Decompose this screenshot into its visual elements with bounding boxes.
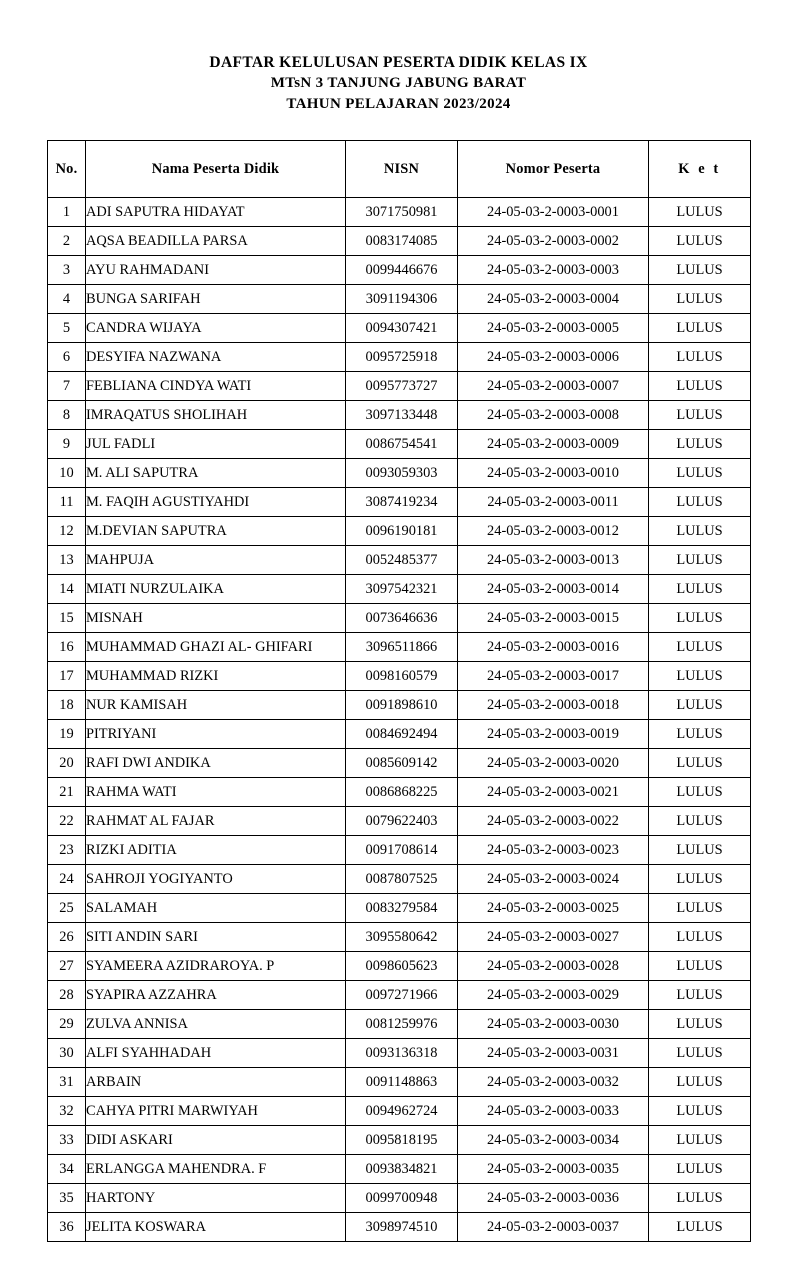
cell-no: 35 [48, 1184, 86, 1213]
cell-nisn: 0073646636 [346, 604, 458, 633]
table-row [48, 575, 751, 604]
cell-nomor: 24-05-03-2-0003-0002 [458, 227, 649, 256]
cell-nisn: 0095773727 [346, 372, 458, 401]
cell-nisn: 3095580642 [346, 923, 458, 952]
cell-nisn: 3097542321 [346, 575, 458, 604]
cell-no: 3 [48, 256, 86, 285]
table-row [48, 546, 751, 575]
cell-name: SALAMAH [86, 894, 346, 923]
cell-name: HARTONY [86, 1184, 346, 1213]
cell-ket: LULUS [649, 285, 751, 314]
cell-nomor: 24-05-03-2-0003-0023 [458, 836, 649, 865]
cell-nomor: 24-05-03-2-0003-0024 [458, 865, 649, 894]
cell-nisn: 0087807525 [346, 865, 458, 894]
cell-nisn: 3097133448 [346, 401, 458, 430]
cell-nomor: 24-05-03-2-0003-0007 [458, 372, 649, 401]
cell-nisn: 0091708614 [346, 836, 458, 865]
cell-nisn: 0094962724 [346, 1097, 458, 1126]
cell-nisn: 0083279584 [346, 894, 458, 923]
cell-name: RIZKI ADITIA [86, 836, 346, 865]
cell-no: 7 [48, 372, 86, 401]
page-title-line-2: MTsN 3 TANJUNG JABUNG BARAT [270, 75, 527, 91]
cell-nomor: 24-05-03-2-0003-0022 [458, 807, 649, 836]
table-row [48, 1155, 751, 1184]
table-row [48, 459, 751, 488]
cell-ket: LULUS [649, 807, 751, 836]
cell-no: 11 [48, 488, 86, 517]
table-row [48, 256, 751, 285]
cell-nomor: 24-05-03-2-0003-0015 [458, 604, 649, 633]
table-row [48, 198, 751, 227]
cell-name: CANDRA WIJAYA [86, 314, 346, 343]
cell-ket: LULUS [649, 1184, 751, 1213]
cell-name: JUL FADLI [86, 430, 346, 459]
cell-nisn: 0098605623 [346, 952, 458, 981]
cell-name: MUHAMMAD GHAZI AL- GHIFARI [86, 633, 346, 662]
cell-ket: LULUS [649, 488, 751, 517]
cell-name: ALFI SYAHHADAH [86, 1039, 346, 1068]
table-row [48, 1039, 751, 1068]
cell-name: AYU RAHMADANI [86, 256, 346, 285]
cell-no: 29 [48, 1010, 86, 1039]
cell-nisn: 0099700948 [346, 1184, 458, 1213]
cell-no: 16 [48, 633, 86, 662]
cell-name: RAHMA WATI [86, 778, 346, 807]
cell-no: 27 [48, 952, 86, 981]
cell-ket: LULUS [649, 401, 751, 430]
cell-nisn: 0096190181 [346, 517, 458, 546]
table-row [48, 430, 751, 459]
cell-nisn: 0094307421 [346, 314, 458, 343]
graduation-roster-table [47, 140, 751, 1242]
cell-ket: LULUS [649, 981, 751, 1010]
cell-no: 34 [48, 1155, 86, 1184]
cell-name: MIATI NURZULAIKA [86, 575, 346, 604]
cell-nomor: 24-05-03-2-0003-0012 [458, 517, 649, 546]
table-row [48, 807, 751, 836]
table-row [48, 372, 751, 401]
cell-nisn: 0093059303 [346, 459, 458, 488]
cell-name: NUR KAMISAH [86, 691, 346, 720]
cell-name: DESYIFA NAZWANA [86, 343, 346, 372]
table-row [48, 517, 751, 546]
cell-nomor: 24-05-03-2-0003-0035 [458, 1155, 649, 1184]
cell-nomor: 24-05-03-2-0003-0030 [458, 1010, 649, 1039]
cell-ket: LULUS [649, 343, 751, 372]
cell-name: SYAPIRA AZZAHRA [86, 981, 346, 1010]
cell-name: CAHYA PITRI MARWIYAH [86, 1097, 346, 1126]
cell-nomor: 24-05-03-2-0003-0011 [458, 488, 649, 517]
table-row [48, 894, 751, 923]
cell-no: 12 [48, 517, 86, 546]
cell-nisn: 0093834821 [346, 1155, 458, 1184]
cell-no: 6 [48, 343, 86, 372]
cell-nisn: 0095818195 [346, 1126, 458, 1155]
cell-no: 32 [48, 1097, 86, 1126]
table-row [48, 952, 751, 981]
cell-name: SYAMEERA AZIDRAROYA. P [86, 952, 346, 981]
cell-nomor: 24-05-03-2-0003-0009 [458, 430, 649, 459]
cell-no: 21 [48, 778, 86, 807]
cell-ket: LULUS [649, 517, 751, 546]
cell-name: RAFI DWI ANDIKA [86, 749, 346, 778]
cell-ket: LULUS [649, 749, 751, 778]
cell-nisn: 0084692494 [346, 720, 458, 749]
cell-ket: LULUS [649, 430, 751, 459]
cell-ket: LULUS [649, 1213, 751, 1242]
cell-no: 1 [48, 198, 86, 227]
cell-ket: LULUS [649, 1068, 751, 1097]
cell-nisn: 0081259976 [346, 1010, 458, 1039]
cell-nomor: 24-05-03-2-0003-0018 [458, 691, 649, 720]
cell-name: MISNAH [86, 604, 346, 633]
cell-no: 13 [48, 546, 86, 575]
table-row [48, 1184, 751, 1213]
cell-nisn: 3096511866 [346, 633, 458, 662]
table-row [48, 1010, 751, 1039]
cell-name: RAHMAT AL FAJAR [86, 807, 346, 836]
table-header-row [48, 141, 751, 198]
table-row [48, 865, 751, 894]
cell-nomor: 24-05-03-2-0003-0019 [458, 720, 649, 749]
cell-no: 18 [48, 691, 86, 720]
table-row [48, 285, 751, 314]
cell-nomor: 24-05-03-2-0003-0005 [458, 314, 649, 343]
cell-ket: LULUS [649, 923, 751, 952]
column-header-nomor: Nomor Peserta [458, 141, 649, 198]
table-row [48, 836, 751, 865]
cell-nomor: 24-05-03-2-0003-0027 [458, 923, 649, 952]
cell-nomor: 24-05-03-2-0003-0029 [458, 981, 649, 1010]
cell-nisn: 0086754541 [346, 430, 458, 459]
cell-name: MAHPUJA [86, 546, 346, 575]
cell-ket: LULUS [649, 198, 751, 227]
cell-no: 15 [48, 604, 86, 633]
cell-no: 2 [48, 227, 86, 256]
cell-ket: LULUS [649, 604, 751, 633]
cell-nisn: 3091194306 [346, 285, 458, 314]
cell-no: 4 [48, 285, 86, 314]
table-row [48, 488, 751, 517]
page-title-line-3: TAHUN PELAJARAN 2023/2024 [286, 96, 511, 112]
cell-nomor: 24-05-03-2-0003-0014 [458, 575, 649, 604]
cell-name: ADI SAPUTRA HIDAYAT [86, 198, 346, 227]
cell-ket: LULUS [649, 720, 751, 749]
cell-nisn: 0099446676 [346, 256, 458, 285]
cell-nisn: 0091148863 [346, 1068, 458, 1097]
cell-name: DIDI ASKARI [86, 1126, 346, 1155]
cell-nomor: 24-05-03-2-0003-0033 [458, 1097, 649, 1126]
cell-no: 25 [48, 894, 86, 923]
cell-ket: LULUS [649, 1010, 751, 1039]
cell-name: MUHAMMAD RIZKI [86, 662, 346, 691]
cell-no: 31 [48, 1068, 86, 1097]
cell-ket: LULUS [649, 314, 751, 343]
cell-name: ARBAIN [86, 1068, 346, 1097]
table-row [48, 1097, 751, 1126]
cell-nomor: 24-05-03-2-0003-0008 [458, 401, 649, 430]
column-header-name: Nama Peserta Didik [86, 141, 346, 198]
table-row [48, 1068, 751, 1097]
cell-no: 28 [48, 981, 86, 1010]
cell-name: IMRAQATUS SHOLIHAH [86, 401, 346, 430]
table-row [48, 314, 751, 343]
table-row [48, 1126, 751, 1155]
cell-nisn: 0095725918 [346, 343, 458, 372]
column-header-ket: K e t [649, 141, 751, 198]
cell-no: 9 [48, 430, 86, 459]
cell-nomor: 24-05-03-2-0003-0001 [458, 198, 649, 227]
table-row [48, 1213, 751, 1242]
table-row [48, 923, 751, 952]
cell-nisn: 3087419234 [346, 488, 458, 517]
cell-nomor: 24-05-03-2-0003-0013 [458, 546, 649, 575]
cell-nisn: 0091898610 [346, 691, 458, 720]
cell-nomor: 24-05-03-2-0003-0021 [458, 778, 649, 807]
cell-nisn: 0093136318 [346, 1039, 458, 1068]
cell-no: 14 [48, 575, 86, 604]
cell-no: 24 [48, 865, 86, 894]
column-header-nisn: NISN [346, 141, 458, 198]
table-body [48, 198, 751, 1242]
cell-nisn: 3098974510 [346, 1213, 458, 1242]
cell-ket: LULUS [649, 1155, 751, 1184]
cell-name: M. FAQIH AGUSTIYAHDI [86, 488, 346, 517]
cell-ket: LULUS [649, 952, 751, 981]
cell-ket: LULUS [649, 227, 751, 256]
cell-nomor: 24-05-03-2-0003-0016 [458, 633, 649, 662]
cell-name: M. ALI SAPUTRA [86, 459, 346, 488]
cell-ket: LULUS [649, 894, 751, 923]
cell-no: 20 [48, 749, 86, 778]
cell-no: 17 [48, 662, 86, 691]
cell-ket: LULUS [649, 633, 751, 662]
document-title-block [0, 0, 797, 115]
cell-no: 5 [48, 314, 86, 343]
cell-nomor: 24-05-03-2-0003-0036 [458, 1184, 649, 1213]
cell-no: 23 [48, 836, 86, 865]
cell-ket: LULUS [649, 778, 751, 807]
cell-nomor: 24-05-03-2-0003-0004 [458, 285, 649, 314]
cell-name: PITRIYANI [86, 720, 346, 749]
cell-name: SITI ANDIN SARI [86, 923, 346, 952]
cell-ket: LULUS [649, 1097, 751, 1126]
cell-no: 19 [48, 720, 86, 749]
cell-nomor: 24-05-03-2-0003-0020 [458, 749, 649, 778]
cell-ket: LULUS [649, 256, 751, 285]
column-header-no: No. [48, 141, 86, 198]
cell-no: 8 [48, 401, 86, 430]
cell-ket: LULUS [649, 836, 751, 865]
cell-nomor: 24-05-03-2-0003-0017 [458, 662, 649, 691]
table-row [48, 720, 751, 749]
cell-no: 26 [48, 923, 86, 952]
cell-no: 36 [48, 1213, 86, 1242]
cell-ket: LULUS [649, 662, 751, 691]
table-header [48, 141, 751, 198]
table-row [48, 662, 751, 691]
table-row [48, 778, 751, 807]
cell-nisn: 0098160579 [346, 662, 458, 691]
table-row [48, 604, 751, 633]
cell-nisn: 0097271966 [346, 981, 458, 1010]
cell-name: JELITA KOSWARA [86, 1213, 346, 1242]
cell-nisn: 0079622403 [346, 807, 458, 836]
cell-nomor: 24-05-03-2-0003-0028 [458, 952, 649, 981]
table-row [48, 691, 751, 720]
cell-nisn: 0085609142 [346, 749, 458, 778]
cell-ket: LULUS [649, 1039, 751, 1068]
cell-nomor: 24-05-03-2-0003-0037 [458, 1213, 649, 1242]
table-row [48, 749, 751, 778]
cell-nomor: 24-05-03-2-0003-0034 [458, 1126, 649, 1155]
cell-name: FEBLIANA CINDYA WATI [86, 372, 346, 401]
table-row [48, 227, 751, 256]
cell-nomor: 24-05-03-2-0003-0031 [458, 1039, 649, 1068]
cell-ket: LULUS [649, 691, 751, 720]
cell-nisn: 0083174085 [346, 227, 458, 256]
cell-name: AQSA BEADILLA PARSA [86, 227, 346, 256]
cell-ket: LULUS [649, 372, 751, 401]
cell-name: ERLANGGA MAHENDRA. F [86, 1155, 346, 1184]
cell-nomor: 24-05-03-2-0003-0003 [458, 256, 649, 285]
cell-nomor: 24-05-03-2-0003-0032 [458, 1068, 649, 1097]
table-row [48, 981, 751, 1010]
cell-no: 33 [48, 1126, 86, 1155]
cell-name: ZULVA ANNISA [86, 1010, 346, 1039]
cell-name: SAHROJI YOGIYANTO [86, 865, 346, 894]
graduation-roster-table-wrapper [47, 140, 750, 1242]
table-row [48, 401, 751, 430]
cell-no: 10 [48, 459, 86, 488]
cell-name: M.DEVIAN SAPUTRA [86, 517, 346, 546]
cell-no: 22 [48, 807, 86, 836]
cell-no: 30 [48, 1039, 86, 1068]
cell-ket: LULUS [649, 575, 751, 604]
cell-ket: LULUS [649, 1126, 751, 1155]
cell-nisn: 3071750981 [346, 198, 458, 227]
cell-ket: LULUS [649, 865, 751, 894]
page-title-line-1: DAFTAR KELULUSAN PESERTA DIDIK KELAS IX [209, 54, 588, 71]
cell-ket: LULUS [649, 546, 751, 575]
cell-ket: LULUS [649, 459, 751, 488]
table-row [48, 633, 751, 662]
cell-nisn: 0086868225 [346, 778, 458, 807]
table-row [48, 343, 751, 372]
cell-nomor: 24-05-03-2-0003-0010 [458, 459, 649, 488]
cell-name: BUNGA SARIFAH [86, 285, 346, 314]
cell-nisn: 0052485377 [346, 546, 458, 575]
cell-nomor: 24-05-03-2-0003-0006 [458, 343, 649, 372]
cell-nomor: 24-05-03-2-0003-0025 [458, 894, 649, 923]
